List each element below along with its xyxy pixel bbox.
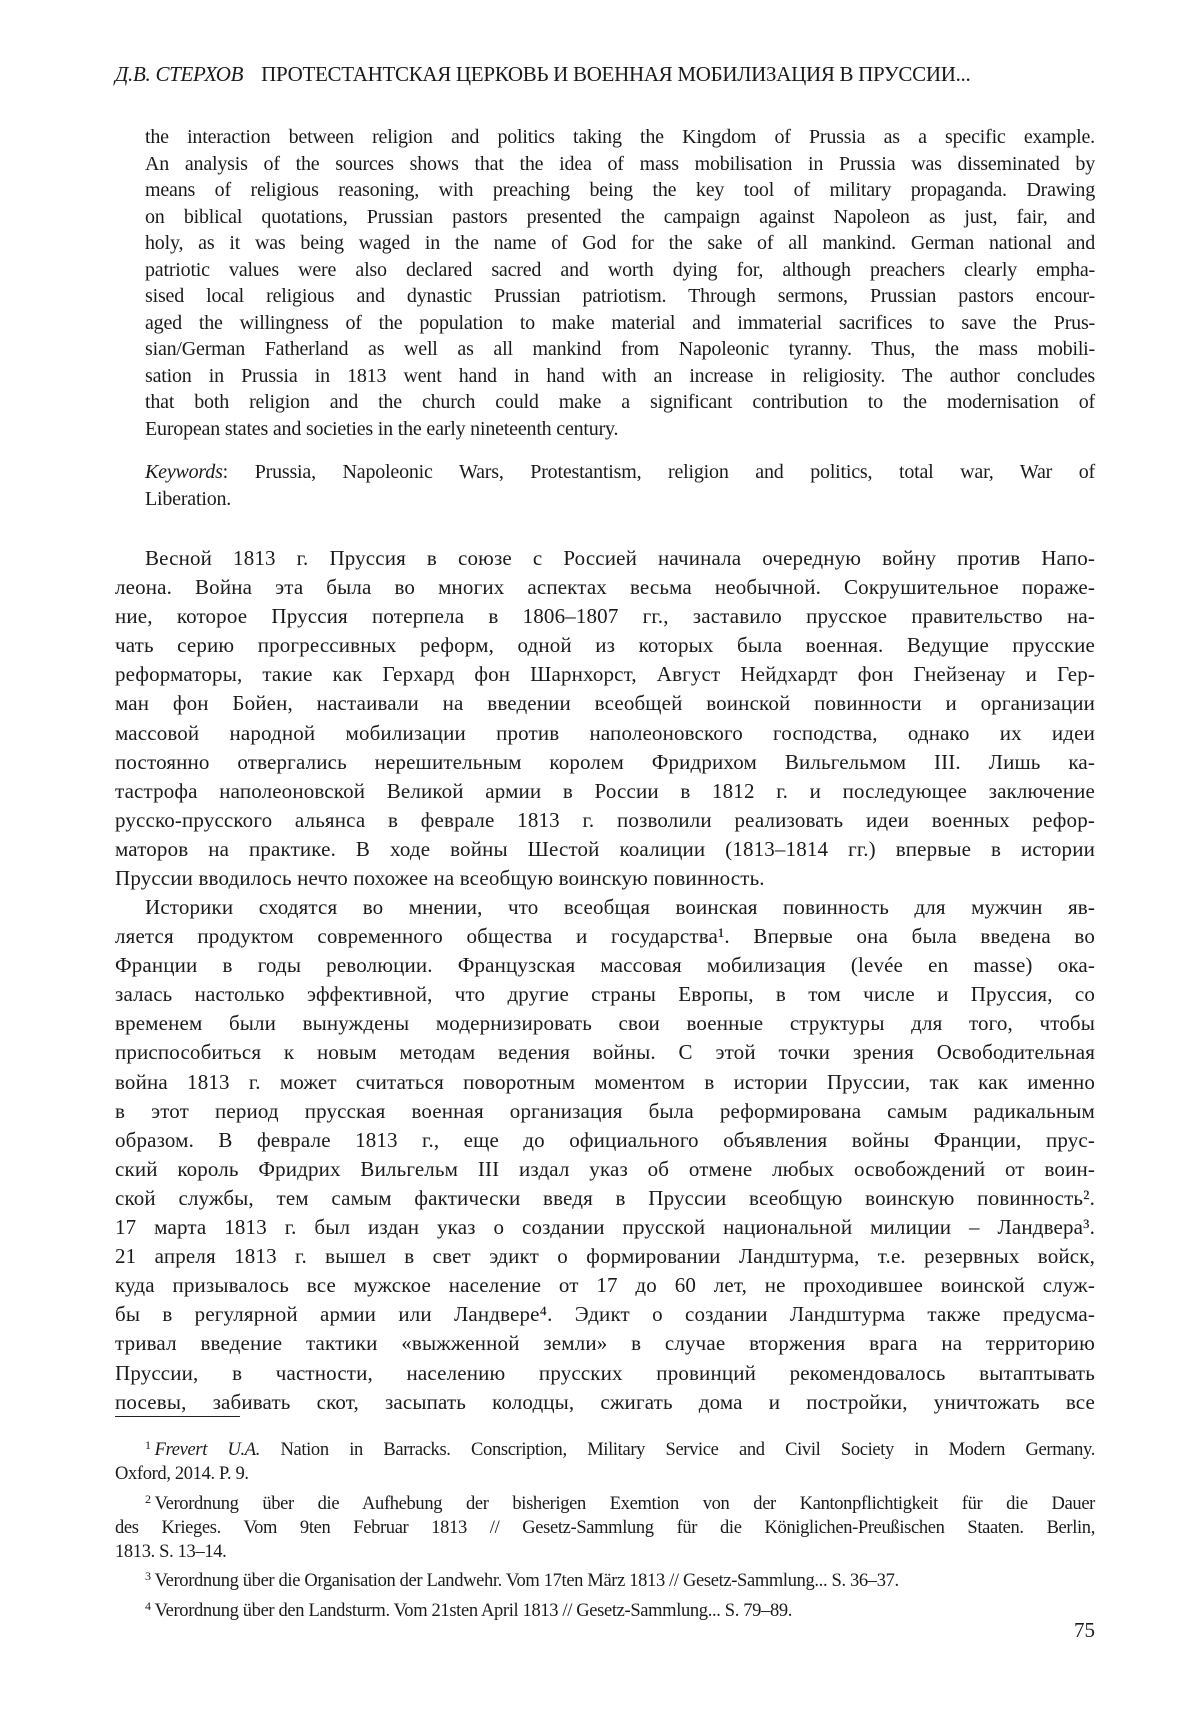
body-line: приспособиться к новым методам ведения войны. С этой точки зрения Освободительная <box>115 1038 1095 1067</box>
footnote-number: 2 <box>145 1492 151 1506</box>
keywords <box>145 459 1095 512</box>
page-number: 75 <box>1074 1618 1095 1643</box>
body-line: война 1813 г. может считаться поворотным моментом в истории Пруссии, так как именно <box>115 1068 1095 1097</box>
body-line: Пруссии, в частности, населению прусских провинций рекомендовалось вытаптывать <box>115 1359 1095 1388</box>
body-paragraph-1 <box>115 544 1095 893</box>
body-line: 17 марта 1813 г. был издан указ о создании прусской национальной милиции – Ландвера³. <box>115 1213 1095 1242</box>
abstract-line: patriotic values were also declared sacred and worth dying for, although preachers clearly empha- <box>145 257 1095 284</box>
body-line: ской службы, тем самым фактически введя в Пруссии всеобщую воинскую повинность². <box>115 1184 1095 1213</box>
footnote-separator <box>115 1416 240 1417</box>
body-line: ский король Фридрих Вильгельм III издал указ об отмене любых освобождений от воин- <box>115 1155 1095 1184</box>
footnote-line <box>115 1516 1095 1540</box>
body-line: Историки сходятся во мнении, что всеобщая воинская повинность для мужчин яв- <box>115 893 1095 922</box>
abstract-line: sised local religious and dynastic Prussian patriotism. Through sermons, Prussian pastors encour- <box>145 283 1095 310</box>
header-title: ПРОТЕСТАНТСКАЯ ЦЕРКОВЬ И ВОЕННАЯ МОБИЛИЗАЦИЯ В ПРУССИИ... <box>261 62 970 86</box>
footnote-line <box>115 1594 1095 1623</box>
footnote-text: Nation in Barracks. Conscription, Military Service and Civil Society in Modern Germany. <box>260 1440 1095 1460</box>
body-line: Весной 1813 г. Пруссия в союзе с Россией начинала очередную войну против Напо- <box>115 544 1095 573</box>
keywords-list: : Prussia, Napoleonic Wars, Protestantism, religion and politics, total war, War of <box>223 461 1095 483</box>
body-line: реформаторы, такие как Герхард фон Шарнхорст, Август Нейдхардт фон Гнейзенау и Гер- <box>115 660 1095 689</box>
footnote-number: 4 <box>145 1599 151 1613</box>
abstract-line: sation in Prussia in 1813 went hand in hand with an increase in religiosity. The author concludes <box>145 363 1095 390</box>
keywords-label: Keywords <box>145 461 223 483</box>
abstract-line: European states and societies in the early nineteenth century. <box>145 416 1095 443</box>
body-line: тастрофа наполеоновской Великой армии в России в 1812 г. и последующее заключение <box>115 777 1095 806</box>
body-line: маторов на практике. В ходе войны Шестой коалиции (1813–1814 гг.) впервые в истории <box>115 835 1095 864</box>
body-line: посевы, забивать скот, засыпать колодцы, сжигать дома и постройки, уничтожать все <box>115 1388 1095 1417</box>
body-line: массовой народной мобилизации против наполеоновского господства, однако их идеи <box>115 719 1095 748</box>
footnote-text: Verordnung über die Organisation der Landwehr. Vom 17ten März 1813 // Gesetz-Sammlung... S. 36–37. <box>155 1571 899 1591</box>
footnote-number: 3 <box>145 1569 151 1583</box>
keywords-line <box>145 459 1095 486</box>
body-line: 21 апреля 1813 г. вышел в свет эдикт о формировании Ландштурма, т.е. резервных войск, <box>115 1242 1095 1271</box>
body-line: русско-прусского альянса в феврале 1813 г. позволили реализовать идеи военных рефор- <box>115 806 1095 835</box>
body-line: Франции в годы революции. Французская массовая мобилизация (levée en masse) ока- <box>115 951 1095 980</box>
footnotes <box>115 1433 1095 1623</box>
abstract-line: holy, as it was being waged in the name of God for the sake of all mankind. German national and <box>145 230 1095 257</box>
footnote-number: 1 <box>145 1438 151 1452</box>
body-line: леона. Война эта была во многих аспектах весьма необычной. Сокрушительное пораже- <box>115 573 1095 602</box>
body-line: ляется продуктом современного общества и государства¹. Впервые она была введена во <box>115 922 1095 951</box>
body-paragraph-2 <box>115 893 1095 1417</box>
abstract-line: means of religious reasoning, with preaching being the key tool of military propaganda. Drawing <box>145 177 1095 204</box>
body-line: Пруссии вводилось нечто похожее на всеобщую воинскую повинность. <box>115 864 1095 893</box>
body-line: бы в регулярной армии или Ландвере⁴. Эдикт о создании Ландштурма также предусма- <box>115 1300 1095 1329</box>
body-line: постоянно отвергались нерешительным королем Фридрихом Вильгельмом III. Лишь ка- <box>115 748 1095 777</box>
footnote-line <box>115 1433 1095 1462</box>
body-line: ман фон Бойен, настаивали на введении всеобщей воинской повинности и организации <box>115 689 1095 718</box>
body-line: залась настолько эффективной, что другие страны Европы, в том числе и Пруссия, со <box>115 980 1095 1009</box>
body-line: чать серию прогрессивных реформ, одной из которых была военная. Ведущие прусские <box>115 631 1095 660</box>
footnote-line <box>115 1564 1095 1593</box>
body-line: куда призывалось все мужское население от 17 до 60 лет, не проходившее воинской служ- <box>115 1271 1095 1300</box>
abstract-line: the interaction between religion and politics taking the Kingdom of Prussia as a specific example. <box>145 124 1095 151</box>
abstract-line: An analysis of the sources shows that the idea of mass mobilisation in Prussia was disseminated by <box>145 151 1095 178</box>
footnote-author: Frevert U.A. <box>155 1440 260 1460</box>
footnote-text: Verordnung über die Aufhebung der bisherigen Exemtion von der Kantonpflichtigkeit für die Dauer <box>155 1494 1095 1514</box>
body-line: временем были вынуждены модернизировать свои военные структуры для того, чтобы <box>115 1009 1095 1038</box>
body-line: в этот период прусская военная организация была реформирована самым радикальным <box>115 1097 1095 1126</box>
body-line: образом. В феврале 1813 г., еще до официального объявления войны Франции, прус- <box>115 1126 1095 1155</box>
abstract-line: that both religion and the church could make a significant contribution to the modernisation of <box>145 389 1095 416</box>
abstract-line: aged the willingness of the population to make material and immaterial sacrifices to save the Prus- <box>145 310 1095 337</box>
footnote-text: Verordnung über den Landsturm. Vom 21sten April 1813 // Gesetz-Sammlung... S. 79–89. <box>155 1601 792 1621</box>
footnote-text: des Krieges. Vom 9ten Februar 1813 // Gesetz-Sammlung für die Königlichen-Preußischen Staaten. Berlin, <box>115 1518 1095 1538</box>
running-header <box>115 62 1095 87</box>
abstract-line: sian/German Fatherland as well as all mankind from Napoleonic tyranny. Thus, the mass mobili- <box>145 336 1095 363</box>
footnote-line <box>115 1540 1095 1564</box>
body-line: тривал введение тактики «выжженной земли» в случае вторжения врага на территорию <box>115 1329 1095 1358</box>
footnote-text: Oxford, 2014. P. 9. <box>115 1464 249 1484</box>
abstract-line: on biblical quotations, Prussian pastors presented the campaign against Napoleon as just, fair, and <box>145 204 1095 231</box>
body-line: ние, которое Пруссия потерпела в 1806–1807 гг., заставило прусское правительство на- <box>115 602 1095 631</box>
footnote-line <box>115 1462 1095 1486</box>
header-author: Д.В. СТЕРХОВ <box>115 62 243 86</box>
footnote-line <box>115 1487 1095 1516</box>
footnote-text: 1813. S. 13–14. <box>115 1542 226 1562</box>
abstract <box>145 124 1095 442</box>
keywords-line: Liberation. <box>145 486 1095 513</box>
